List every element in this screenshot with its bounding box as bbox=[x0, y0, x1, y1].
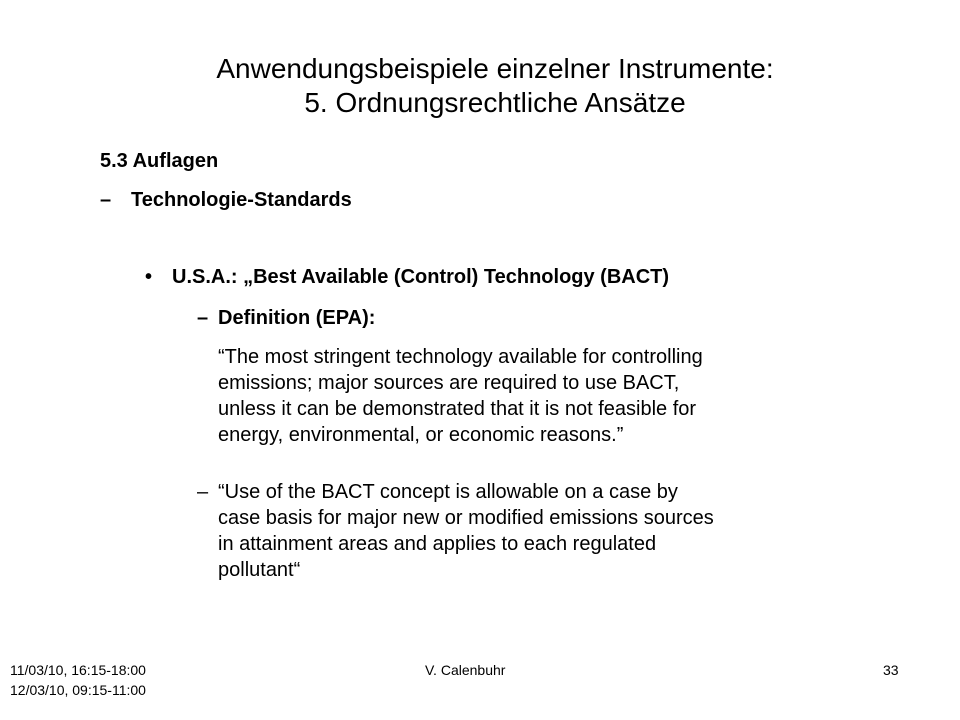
footer-page-number: 33 bbox=[883, 662, 899, 678]
footer-date-line-2: 12/03/10, 09:15-11:00 bbox=[10, 682, 146, 698]
bullet-text: U.S.A.: „Best Available (Control) Technology (BACT) bbox=[172, 266, 670, 288]
usage-line: pollutant“ bbox=[218, 559, 301, 581]
subheading-text: Technologie-Standards bbox=[131, 189, 352, 211]
usage-item bbox=[197, 479, 678, 505]
quote-line: emissions; major sources are required to use BACT, bbox=[218, 372, 680, 394]
slide-title-line-2: 5. Ordnungsrechtliche Ansätze bbox=[304, 87, 686, 118]
bullet-marker: • bbox=[145, 266, 153, 288]
dash-marker: – bbox=[197, 481, 209, 503]
bullet-item-bact bbox=[145, 264, 669, 290]
usage-line: case basis for major new or modified emissions sources bbox=[218, 507, 714, 529]
usage-line: in attainment areas and applies to each regulated bbox=[218, 533, 657, 555]
quote-line: energy, environmental, or economic reasons.” bbox=[218, 424, 624, 446]
subheading-item bbox=[100, 187, 352, 213]
slide-title bbox=[0, 52, 960, 120]
usage-quote-continuation bbox=[218, 505, 918, 583]
dash-marker: – bbox=[197, 307, 209, 329]
footer-author: V. Calenbuhr bbox=[425, 662, 506, 678]
quote-line: “The most stringent technology available for controlling bbox=[218, 346, 703, 368]
definition-item bbox=[197, 305, 375, 331]
definition-quote bbox=[218, 344, 918, 448]
dash-marker: – bbox=[100, 189, 112, 211]
section-heading: 5.3 Auflagen bbox=[100, 150, 219, 172]
definition-label: Definition (EPA): bbox=[218, 307, 376, 329]
slide-title-line-1: Anwendungsbeispiele einzelner Instrumente: bbox=[216, 53, 774, 84]
quote-line: unless it can be demonstrated that it is not feasible for bbox=[218, 398, 697, 420]
usage-line-first: “Use of the BACT concept is allowable on a case by bbox=[218, 481, 678, 503]
footer-date bbox=[10, 660, 146, 700]
footer-date-line-1: 11/03/10, 16:15-18:00 bbox=[10, 662, 146, 678]
